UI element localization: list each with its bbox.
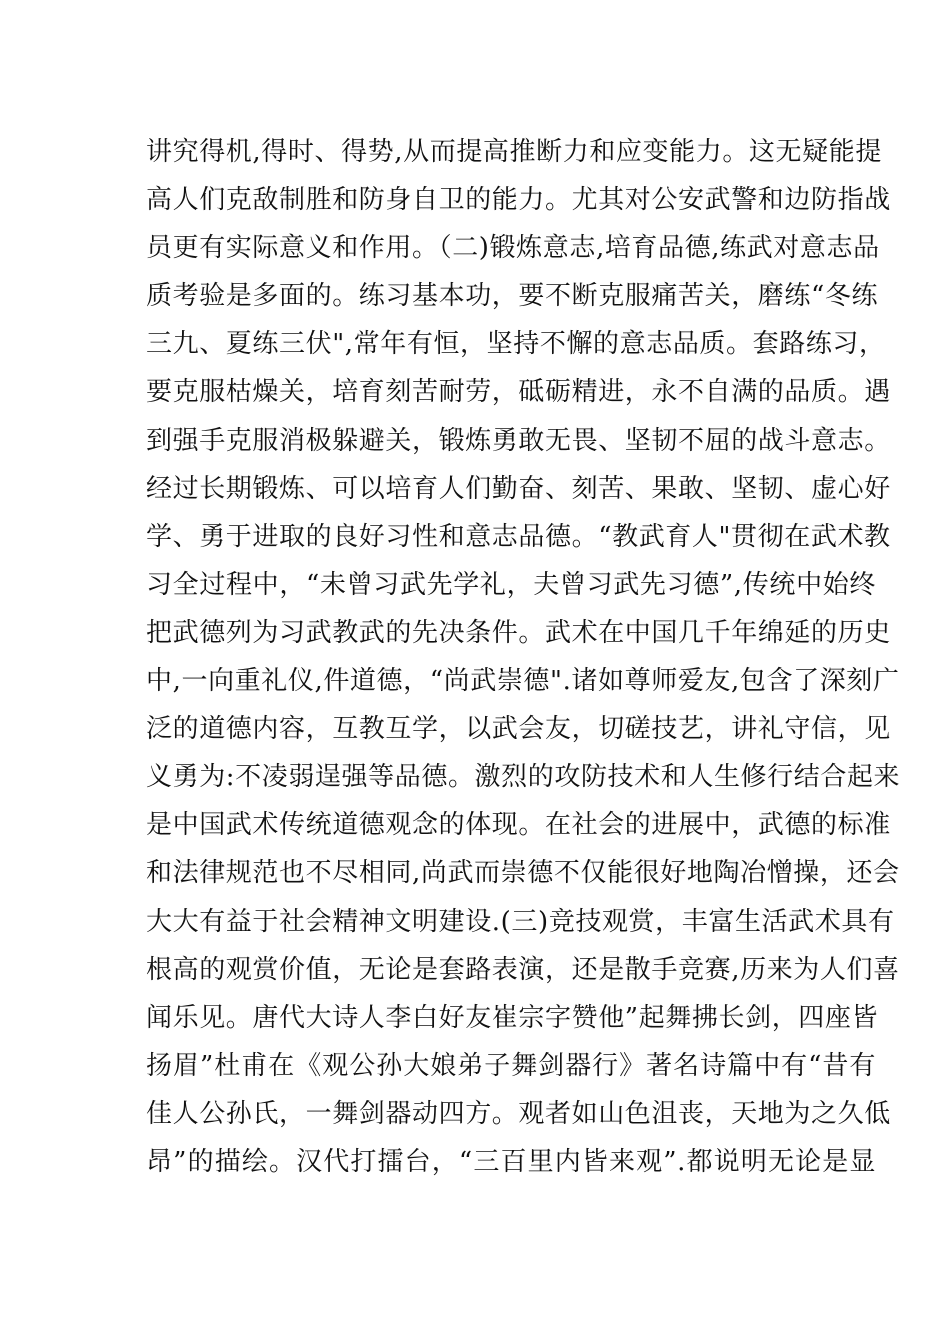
text-line: 要克服枯燥关，培育刻苦耐劳，砥砺精进，永不自满的品质。遇 [146, 377, 891, 408]
text-line: 大大有益于社会精神文明建设.(三)竞技观赏，丰富生活武术具有 [146, 906, 895, 937]
text-line: 扬眉”杜甫在《观公孙大娘弟子舞剑器行》著名诗篇中有“昔有 [146, 1050, 876, 1081]
text-line: 习全过程中，“未曾习武先学礼，夫曾习武先习德”,传统中始终 [146, 569, 876, 600]
text-line: 质考验是多面的。练习基本功，要不断克服痛苦关，磨练“冬练 [146, 281, 879, 312]
text-line: 是中国武术传统道德观念的体现。在社会的进展中，武德的标准 [146, 810, 891, 841]
text-line: 中,一向重礼仪,件道德，“尚武崇德".诸如尊师爱友,包含了深刻广 [146, 666, 900, 697]
text-line: 经过长期锻炼、可以培育人们勤奋、刻苦、果敢、坚韧、虚心好 [146, 473, 891, 504]
text-line: 佳人公孙氏，一舞剑器动四方。观者如山色沮丧，天地为之久低 [146, 1098, 891, 1129]
text-line: 泛的道德内容，互教互学，以武会友，切磋技艺，讲礼守信，见 [146, 714, 891, 745]
text-line: 义勇为:不凌弱逞强等品德。激烈的攻防技术和人生修行结合起来 [146, 762, 901, 793]
text-line: 和法律规范也不尽相同,尚武而崇德不仅能很好地陶冶憎操，还会 [146, 858, 900, 889]
text-line: 昂”的描绘。汉代打擂台，“三百里内皆来观”.都说明无论是显 [146, 1146, 876, 1177]
text-line: 学、勇于进取的良好习性和意志品德。“教武育人"贯彻在武术教 [146, 521, 891, 552]
text-line: 根高的观赏价值，无论是套路表演，还是散手竞赛,历来为人们喜 [146, 954, 900, 985]
text-line: 闻乐见。唐代大诗人李白好友崔宗字赞他”起舞拂长剑，四座皆 [146, 1002, 879, 1033]
text-line: 高人们克敌制胜和防身自卫的能力。尤其对公安武警和边防指战 [146, 185, 891, 216]
text-line: 三九、夏练三伏",常年有恒，坚持不懈的意志品质。套路练习， [146, 329, 886, 360]
text-line: 讲究得机,得时、得势,从而提高推断力和应变能力。这无疑能提 [146, 137, 882, 167]
text-line: 员更有实际意义和作用。（二)锻炼意志,培育品德,练武对意志品 [146, 233, 880, 264]
body-text [146, 128, 901, 1186]
text-line: 把武德列为习武教武的先决条件。武术在中国几千年绵延的历史 [146, 617, 891, 648]
text-line: 到强手克服消极躲避关，锻炼勇敢无畏、坚韧不屈的战斗意志。 [146, 425, 891, 456]
